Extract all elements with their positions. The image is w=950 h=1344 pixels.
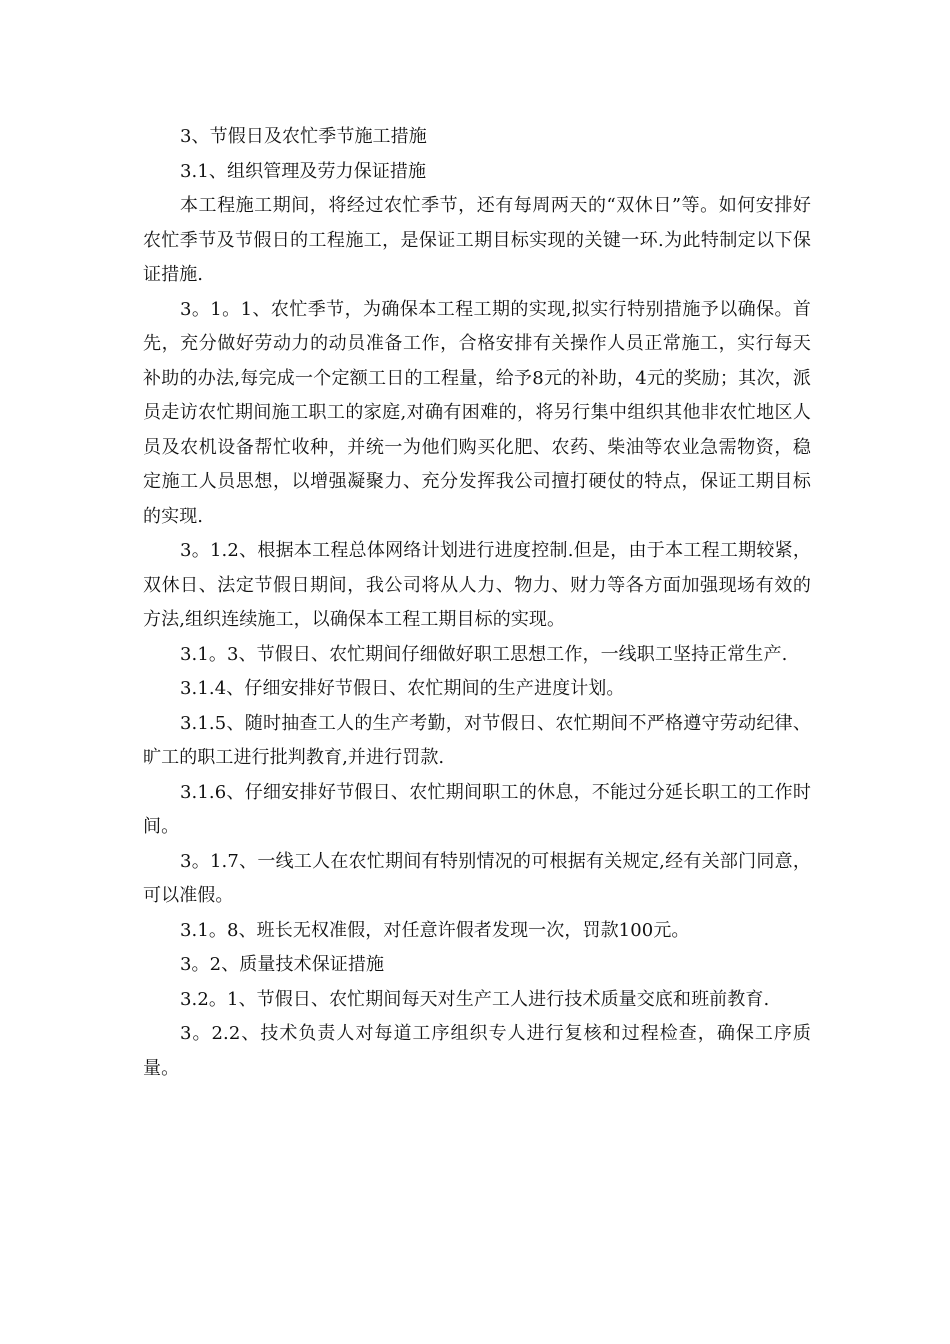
item-3-1-8: 3.1。8、班长无权准假，对任意许假者发现一次，罚款100元。 [180, 919, 690, 941]
item-3-2-2: 3。2.2、技术负责人对每道工序组织专人进行复核和过程检查，确保工序质量。 [143, 1023, 811, 1079]
item-3-1-4: 3.1.4、仔细安排好节假日、农忙期间的生产进度计划。 [180, 678, 625, 699]
subsection-heading-3-1: 3.1、组织管理及劳力保证措施 [180, 160, 427, 182]
item-3-1-3: 3.1。3、节假日、农忙期间仔细做好职工思想工作，一线职工坚持正常生产. [180, 643, 788, 665]
item-3-1-5: 3.1.5、随时抽查工人的生产考勤，对节假日、农忙期间不严格遵守劳动纪律、旷工的职工进行批判教育,并进行罚款. [143, 712, 811, 768]
item-3-1-6: 3.1.6、仔细安排好节假日、农忙期间职工的休息，不能过分延长职工的工作时间。 [143, 781, 811, 837]
item-3-1-7: 3。1.7、一线工人在农忙期间有特别情况的可根据有关规定,经有关部门同意，可以准假。 [143, 850, 811, 906]
section-heading-3: 3、节假日及农忙季节施工措施 [180, 126, 427, 147]
subsection-heading-3-2: 3。2、质量技术保证措施 [180, 954, 385, 975]
item-3-1-2: 3。1.2、根据本工程总体网络计划进行进度控制.但是，由于本工程工期较紧，双休日、法定节假日期间，我公司将从人力、物力、财力等各方面加强现场有效的方法,组织连续施工，以确保本工程工期目标的实现。 [143, 540, 811, 630]
intro-paragraph: 本工程施工期间，将经过农忙季节，还有每周两天的“双休日”等。如何安排好农忙季节及节假日的工程施工，是保证工期目标实现的关键一环.为此特制定以下保证措施. [143, 195, 811, 285]
document-body [143, 120, 811, 1086]
item-3-2-1: 3.2。1、节假日、农忙期间每天对生产工人进行技术质量交底和班前教育. [180, 988, 770, 1010]
item-3-1-1: 3。1。1、农忙季节，为确保本工程工期的实现,拟实行特别措施予以确保。首先，充分做好劳动力的动员准备工作，合格安排有关操作人员正常施工，实行每天补助的办法,每完成一个定额工日的工程量，给予8元的补助，4元的奖励；其次，派员走访农忙期间施工职工的家庭,对确有困难的，将另行集中组织其他非农忙地区人员及农机设备帮忙收种，并统一为他们购买化肥、农药、柴油等农业急需物资，稳定施工人员思想，以增强凝聚力、充分发挥我公司擅打硬仗的特点，保证工期目标的实现. [143, 298, 811, 527]
